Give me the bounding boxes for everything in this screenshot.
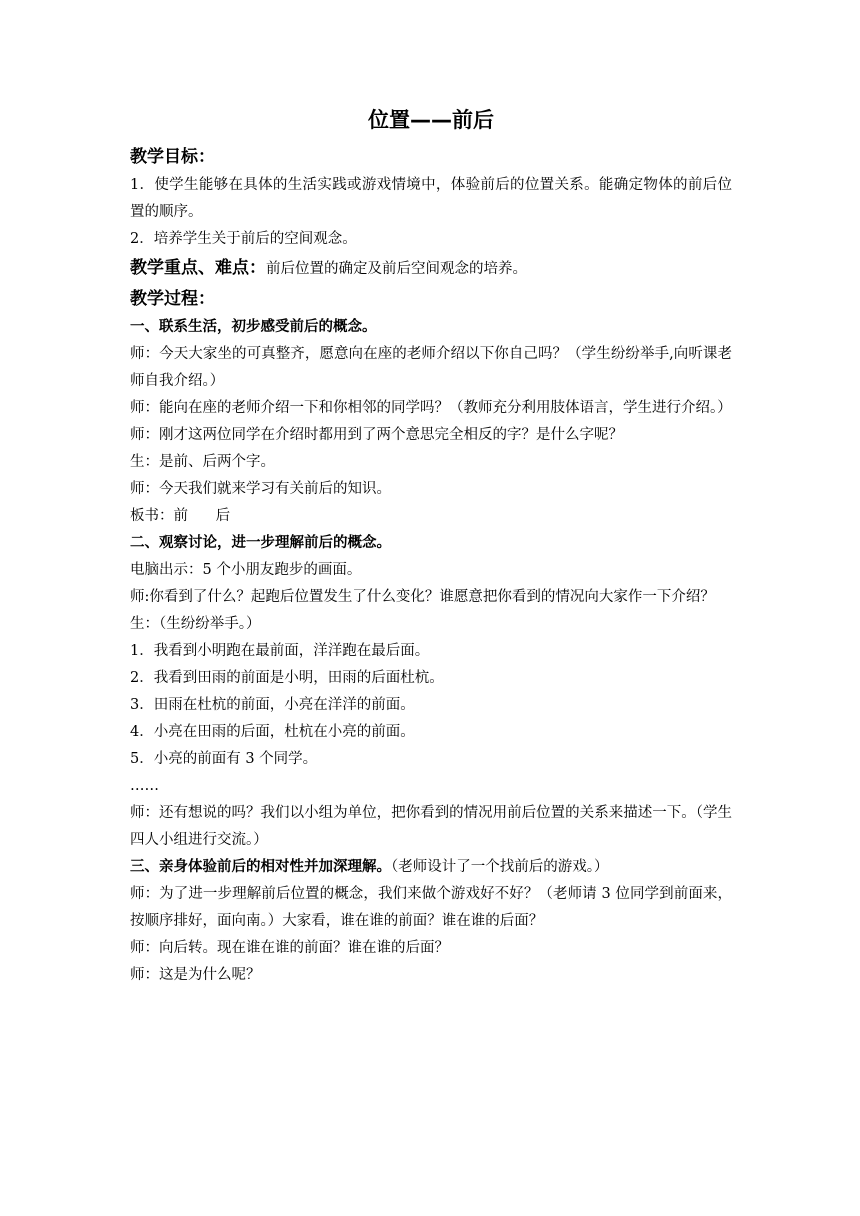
part2-line-1: 电脑出示：5 个小朋友跑步的画面。 — [130, 562, 362, 578]
key-points-label: 教学重点、难点： — [130, 258, 266, 278]
page-title: 位置——前后 — [368, 108, 494, 132]
part2-line-5: 2．我看到田雨的前面是小明，田雨的后面杜杭。 — [130, 670, 444, 686]
part1-line-6: 板书：前 后 — [130, 508, 231, 524]
objective-item-1: 1．使学生能够在具体的生活实践或游戏情境中，体验前后的位置关系。能确定物体的前后位置的顺序。 — [130, 177, 732, 220]
part3-heading — [130, 854, 732, 881]
part1-line-3: 师：刚才这两位同学在介绍时都用到了两个意思完全相反的字？是什么字呢？ — [130, 427, 623, 443]
part1-line-1: 师：今天大家坐的可真整齐，愿意向在座的老师介绍以下你自己吗？（学生纷纷举手,向听课老师自我介绍。） — [130, 346, 732, 389]
part2-line-9: …… — [130, 778, 159, 794]
part1-line-2: 师：能向在座的老师介绍一下和你相邻的同学吗？（教师充分利用肢体语言，学生进行介绍。） — [130, 400, 732, 416]
process-heading: 教学过程： — [130, 289, 215, 309]
part3-line-3: 师：这是为什么呢？ — [130, 967, 261, 983]
part2-line-10: 师：还有想说的吗？我们以小组为单位，把你看到的情况用前后位置的关系来描述一下。（学生四人小组进行交流。） — [130, 805, 732, 848]
part1-line-4: 生：是前、后两个字。 — [130, 454, 275, 470]
key-points-heading — [130, 253, 732, 284]
part2-heading: 二、观察讨论，进一步理解前后的概念。 — [130, 535, 391, 551]
part2-line-3: 生：（生纷纷举手。） — [130, 616, 261, 632]
objective-item-2: 2．培养学生关于前后的空间观念。 — [130, 231, 357, 247]
part3-line-1: 师：为了进一步理解前后位置的概念，我们来做个游戏好不好？（老师请 3 位同学到前面来，按顺序排好，面向南。）大家看，谁在谁的前面？谁在谁的后面？ — [130, 886, 732, 929]
part2-line-8: 5．小亮的前面有 3 个同学。 — [130, 751, 318, 767]
part3-line-2: 师：向后转。现在谁在谁的前面？谁在谁的后面？ — [130, 940, 449, 956]
part2-line-7: 4．小亮在田雨的后面，杜杭在小亮的前面。 — [130, 724, 415, 740]
part3-heading-note: （老师设计了一个找前后的游戏。） — [391, 859, 609, 875]
part3-heading-label: 三、亲身体验前后的相对性并加深理解。 — [130, 859, 391, 875]
part2-line-6: 3．田雨在杜杭的前面，小亮在洋洋的前面。 — [130, 697, 415, 713]
document-page — [130, 98, 732, 989]
part1-heading: 一、联系生活，初步感受前后的概念。 — [130, 319, 377, 335]
objectives-heading: 教学目标： — [130, 147, 215, 167]
part1-line-5: 师：今天我们就来学习有关前后的知识。 — [130, 481, 391, 497]
part2-line-2: 师:你看到了什么？起跑后位置发生了什么变化？谁愿意把你看到的情况向大家作一下介绍？ — [130, 589, 715, 605]
part2-line-4: 1．我看到小明跑在最前面，洋洋跑在最后面。 — [130, 643, 430, 659]
key-points-text: 前后位置的确定及前后空间观念的培养。 — [266, 261, 527, 277]
